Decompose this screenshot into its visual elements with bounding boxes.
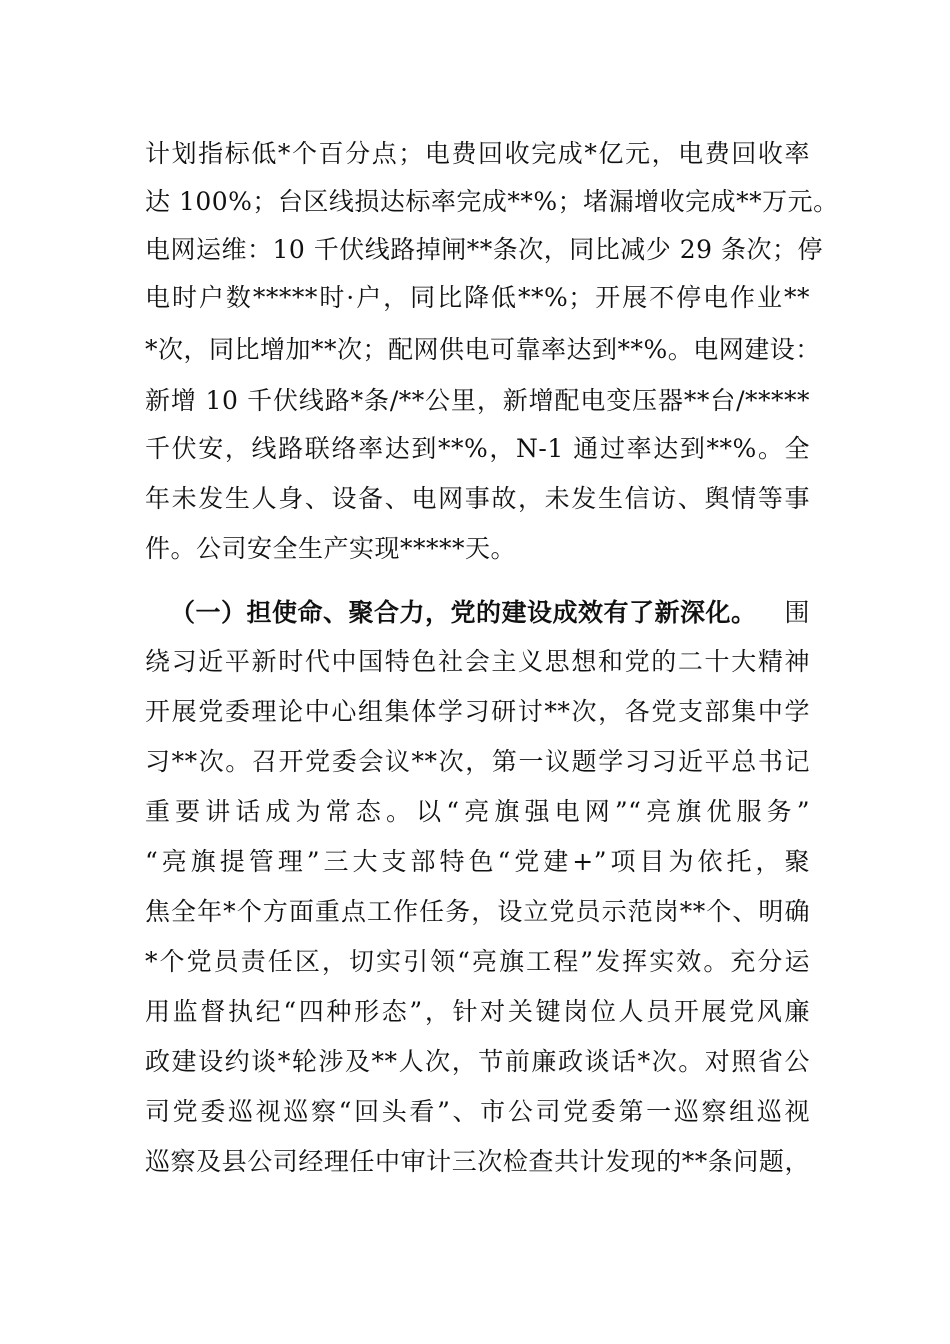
paragraph-2-line-12: 巡察及县公司经理任中审计三次检查共计发现的**条问题，: [145, 1147, 810, 1176]
paragraph-1-line-5: *次，同比增加**次；配网供电可靠率达到**%。电网建设：: [145, 335, 821, 364]
paragraph-2-line-11: 司党委巡视巡察“回头看”、市公司党委第一巡察组巡视: [145, 1097, 810, 1126]
paragraph-2-line-4: 习**次。召开党委会议**次，第一议题学习习近平总书记: [145, 747, 810, 776]
paragraph-2-first-line-tail: 围: [784, 598, 810, 627]
paragraph-2-line-5: 重要讲话成为常态。以“亮旗强电网”“亮旗优服务”: [145, 797, 810, 826]
section-heading: （一）担使命、聚合力，党的建设成效有了新深化。: [170, 598, 757, 627]
paragraph-1-line-1: 计划指标低*个百分点；电费回收完成*亿元，电费回收率: [145, 139, 810, 168]
paragraph-1-line-8: 年未发生人身、设备、电网事故，未发生信访、舆情等事: [145, 484, 810, 513]
paragraph-2-line-6: “亮旗提管理”三大支部特色“党建+”项目为依托，聚: [145, 847, 810, 876]
paragraph-1-line-7: 千伏安，线路联络率达到**%，N-1 通过率达到**%。全: [145, 434, 810, 463]
paragraph-2-line-9: 用监督执纪“四种形态”，针对关键岗位人员开展党风廉: [145, 997, 810, 1026]
paragraph-2-line-7: 焦全年*个方面重点工作任务，设立党员示范岗**个、明确: [145, 897, 810, 926]
paragraph-2-first-line: [170, 589, 810, 637]
paragraph-2-line-3: 开展党委理论中心组集体学习研讨**次，各党支部集中学: [145, 697, 810, 726]
paragraph-1-line-2: 达 100%；台区线损达标率完成**%；堵漏增收完成**万元。: [145, 187, 839, 216]
paragraph-2-line-10: 政建设约谈*轮涉及**人次，节前廉政谈话*次。对照省公: [145, 1047, 810, 1076]
paragraph-1-line-9: 件。公司安全生产实现*****天。: [145, 534, 517, 563]
paragraph-2-line-8: *个党员责任区，切实引领“亮旗工程”发挥实效。充分运: [145, 947, 810, 976]
paragraph-1-line-3: 电网运维：10 千伏线路掉闸**条次，同比减少 29 条次；停: [145, 235, 823, 264]
paragraph-1-line-6: 新增 10 千伏线路*条/**公里，新增配电变压器**台/*****: [145, 386, 810, 415]
paragraph-2-line-2: 绕习近平新时代中国特色社会主义思想和党的二十大精神: [145, 647, 810, 676]
paragraph-1-line-4: 电时户数*****时·户，同比降低**%；开展不停电作业**: [145, 283, 810, 312]
